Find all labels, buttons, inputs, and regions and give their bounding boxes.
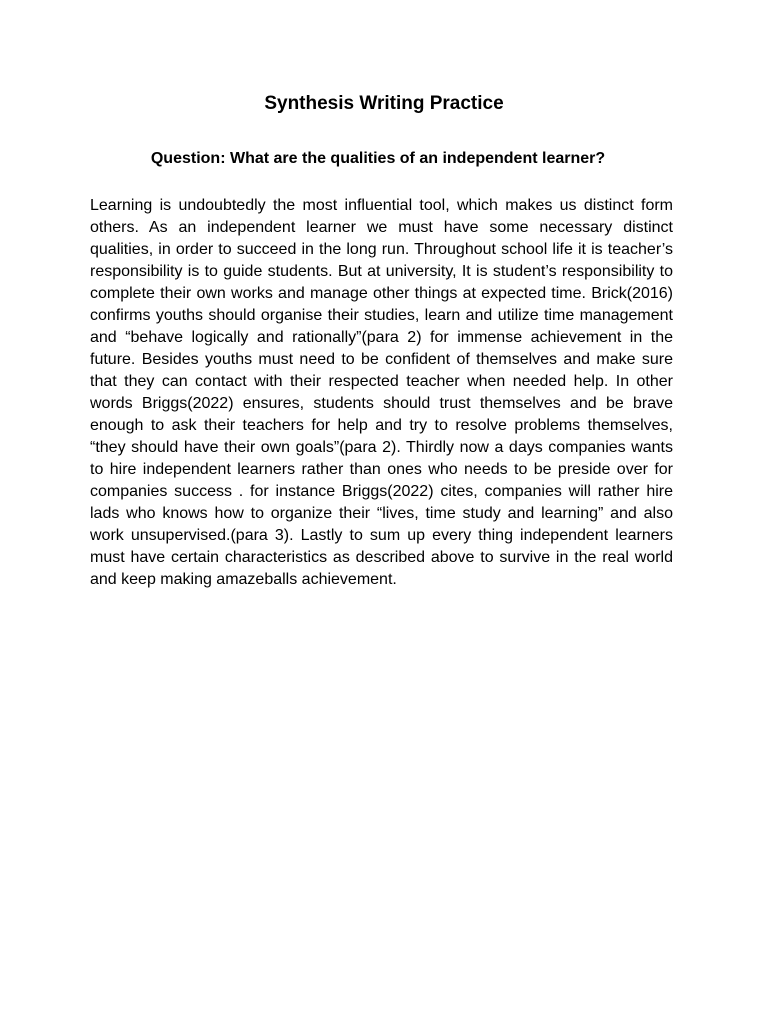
body-paragraph: Learning is undoubtedly the most influential tool, which makes us distinct form others. As an independent learner we must have some necessary distinct qualities, in order to succeed in the long run. Throughout school life it is teacher’s responsibility is to guide students. But at university, It is student’s responsibility to complete their own works and manage other things at expected time. Brick(2016) confirms youths should organise their studies, learn and utilize time management and “behave logically and rationally”(para 2) for immense achievement in the future. Besides youths must need to be confident of themselves and make sure that they can contact with their respected teacher when needed help. In other words Briggs(2022) ensures, students should trust themselves and be brave enough to ask their teachers for help and try to resolve problems themselves, “they should have their own goals”(para 2). Thirdly now a days companies wants to hire independent learners rather than ones who needs to be preside over for companies success . for instance Briggs(2022) cites, companies will rather hire lads who knows how to organize their “lives, time study and learning” and also work unsupervised.(para 3). Lastly to sum up every thing independent learners must have certain characteristics as described above to survive in the real world and keep making amazeballs achievement. xyxy=(90,197,673,588)
document-title: Synthesis Writing Practice xyxy=(264,93,504,114)
question-heading: Question: What are the qualities of an independent learner? xyxy=(150,150,606,167)
